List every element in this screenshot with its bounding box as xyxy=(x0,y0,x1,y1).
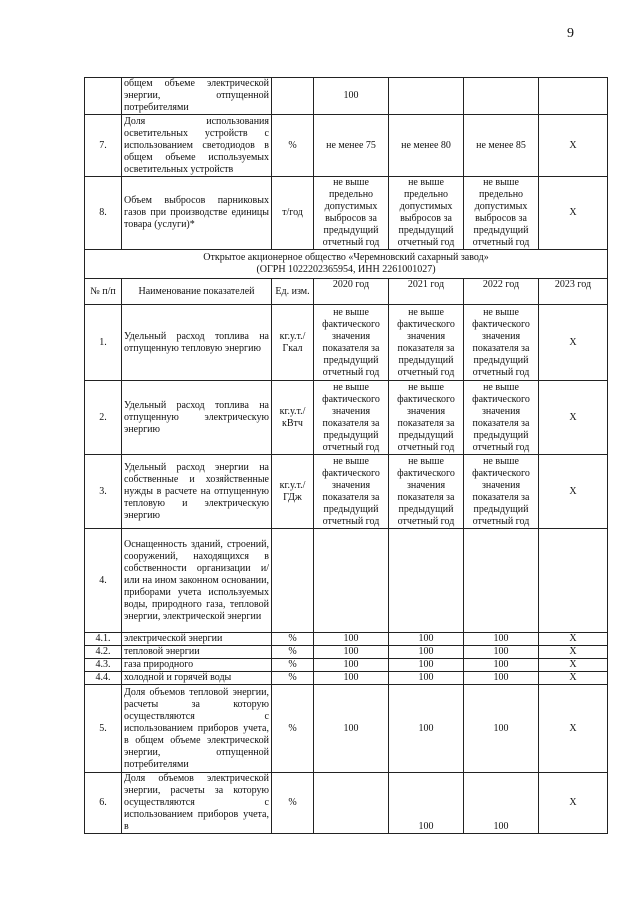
indicator-name: электрической энергии xyxy=(122,633,272,646)
value-2022: 100 xyxy=(464,659,539,672)
organization-name: Открытое акционерное общество «Черемновский сахарный завод» xyxy=(203,252,489,263)
header-number: № п/п xyxy=(85,279,122,305)
unit-cell: % xyxy=(272,646,314,659)
table-row xyxy=(85,115,608,177)
unit-cell: кг.у.т./ кВтч xyxy=(272,381,314,455)
organization-row xyxy=(85,250,608,279)
header-year-2021: 2021 год xyxy=(389,279,464,305)
row-number: 1. xyxy=(85,305,122,381)
value-2021: 100 xyxy=(389,633,464,646)
header-name: Наименование показателей xyxy=(122,279,272,305)
table-row xyxy=(85,672,608,685)
value-2020: 100 xyxy=(314,685,389,773)
organization-heading xyxy=(85,250,608,279)
unit-cell xyxy=(272,529,314,633)
value-2023: X xyxy=(539,455,608,529)
row-number: 4.3. xyxy=(85,659,122,672)
indicator-name: общем объеме электрической энергии, отпущенной потребителями xyxy=(122,78,272,115)
value-2022: не выше фактического значения показателя за предыдущий отчетный год xyxy=(464,455,539,529)
indicator-name: Удельный расход топлива на отпущенную тепловую энергию xyxy=(122,305,272,381)
value-2020: не менее 75 xyxy=(314,115,389,177)
value-2021: не выше фактического значения показателя за предыдущий отчетный год xyxy=(389,381,464,455)
value-2020: не выше фактического значения показателя за предыдущий отчетный год xyxy=(314,305,389,381)
indicator-name: Доля использования осветительных устройств с использованием светодиодов в общем объеме используемых осветительных устройств xyxy=(122,115,272,177)
unit-cell xyxy=(272,78,314,115)
row-number: 4.4. xyxy=(85,672,122,685)
value-2021: 100 xyxy=(389,672,464,685)
table-row xyxy=(85,659,608,672)
indicator-name: Доля объемов электрической энергии, расчеты за которую осуществляются с использованием приборов учета, в xyxy=(122,773,272,834)
indicator-name: Удельный расход энергии на собственные и хозяйственные нужды в расчете на отпущенную тепловую и электрическую энергию xyxy=(122,455,272,529)
value-2023: X xyxy=(539,115,608,177)
value-2022: не выше фактического значения показателя за предыдущий отчетный год xyxy=(464,381,539,455)
row-number: 7. xyxy=(85,115,122,177)
unit-cell: % xyxy=(272,773,314,834)
table-row xyxy=(85,633,608,646)
table-row xyxy=(85,529,608,633)
value-2020: 100 xyxy=(314,78,389,115)
value-2020: не выше предельно допустимых выбросов за предыдущий отчетный год xyxy=(314,177,389,250)
table-row xyxy=(85,685,608,773)
header-year-2020: 2020 год xyxy=(314,279,389,305)
unit-cell: % xyxy=(272,672,314,685)
table-row xyxy=(85,305,608,381)
row-number xyxy=(85,78,122,115)
indicator-name: газа природного xyxy=(122,659,272,672)
indicator-name: Доля объемов тепловой энергии, расчеты за которую осуществляются с использованием приборов учета, в общем объеме электрической энергии, отпущенной потребителями xyxy=(122,685,272,773)
indicator-name: Объем выбросов парниковых газов при производстве единицы товара (услуги)* xyxy=(122,177,272,250)
row-number: 8. xyxy=(85,177,122,250)
value-2023: X xyxy=(539,177,608,250)
value-2020: не выше фактического значения показателя за предыдущий отчетный год xyxy=(314,455,389,529)
organization-registration: (ОГРН 1022202365954, ИНН 2261001027) xyxy=(256,264,436,275)
value-2022 xyxy=(464,78,539,115)
value-2020: 100 xyxy=(314,672,389,685)
value-2021: не менее 80 xyxy=(389,115,464,177)
value-2021: не выше фактического значения показателя за предыдущий отчетный год xyxy=(389,305,464,381)
table-row xyxy=(85,455,608,529)
value-2023: X xyxy=(539,646,608,659)
value-2021 xyxy=(389,529,464,633)
value-2020 xyxy=(314,773,389,834)
row-number: 6. xyxy=(85,773,122,834)
table-row xyxy=(85,646,608,659)
unit-cell: кг.у.т./ ГДж xyxy=(272,455,314,529)
value-2022 xyxy=(464,529,539,633)
header-year-2023: 2023 год xyxy=(539,279,608,305)
unit-cell: % xyxy=(272,685,314,773)
value-2023: X xyxy=(539,381,608,455)
table-row xyxy=(85,381,608,455)
page-number: 9 xyxy=(567,26,574,41)
indicator-name: Удельный расход топлива на отпущенную электрическую энергию xyxy=(122,381,272,455)
row-number: 2. xyxy=(85,381,122,455)
unit-cell: % xyxy=(272,115,314,177)
value-2021: 100 xyxy=(389,773,464,834)
table-row xyxy=(85,78,608,115)
value-2021: 100 xyxy=(389,659,464,672)
row-number: 4.2. xyxy=(85,646,122,659)
value-2023 xyxy=(539,529,608,633)
indicators-table xyxy=(84,77,608,834)
unit-cell: т/год xyxy=(272,177,314,250)
value-2022: 100 xyxy=(464,672,539,685)
unit-cell: % xyxy=(272,633,314,646)
table-row xyxy=(85,177,608,250)
value-2023 xyxy=(539,78,608,115)
value-2023: X xyxy=(539,685,608,773)
row-number: 3. xyxy=(85,455,122,529)
unit-cell: % xyxy=(272,659,314,672)
header-unit: Ед. изм. xyxy=(272,279,314,305)
header-year-2022: 2022 год xyxy=(464,279,539,305)
value-2022: не выше предельно допустимых выбросов за предыдущий отчетный год xyxy=(464,177,539,250)
value-2022: не выше фактического значения показателя за предыдущий отчетный год xyxy=(464,305,539,381)
value-2020: 100 xyxy=(314,659,389,672)
value-2020: 100 xyxy=(314,646,389,659)
table-header-row xyxy=(85,279,608,305)
row-number: 4. xyxy=(85,529,122,633)
row-number: 4.1. xyxy=(85,633,122,646)
indicator-name: тепловой энергии xyxy=(122,646,272,659)
value-2021: не выше предельно допустимых выбросов за предыдущий отчетный год xyxy=(389,177,464,250)
row-number: 5. xyxy=(85,685,122,773)
value-2022: 100 xyxy=(464,633,539,646)
value-2023: X xyxy=(539,633,608,646)
value-2023: X xyxy=(539,659,608,672)
value-2022: 100 xyxy=(464,646,539,659)
value-2023: X xyxy=(539,672,608,685)
table-row xyxy=(85,773,608,834)
value-2021: 100 xyxy=(389,685,464,773)
value-2022: 100 xyxy=(464,773,539,834)
value-2020: не выше фактического значения показателя за предыдущий отчетный год xyxy=(314,381,389,455)
value-2020: 100 xyxy=(314,633,389,646)
indicator-name: Оснащенность зданий, строений, сооружений, находящихся в собственности организации и/или на ином законном основании, приборами учета используемых воды, природного газа, тепловой энергии, электрической энергии xyxy=(122,529,272,633)
value-2021 xyxy=(389,78,464,115)
value-2023: X xyxy=(539,773,608,834)
indicator-name: холодной и горячей воды xyxy=(122,672,272,685)
value-2022: не менее 85 xyxy=(464,115,539,177)
unit-cell: кг.у.т./ Гкал xyxy=(272,305,314,381)
value-2023: X xyxy=(539,305,608,381)
value-2021: не выше фактического значения показателя за предыдущий отчетный год xyxy=(389,455,464,529)
value-2021: 100 xyxy=(389,646,464,659)
value-2022: 100 xyxy=(464,685,539,773)
value-2020 xyxy=(314,529,389,633)
